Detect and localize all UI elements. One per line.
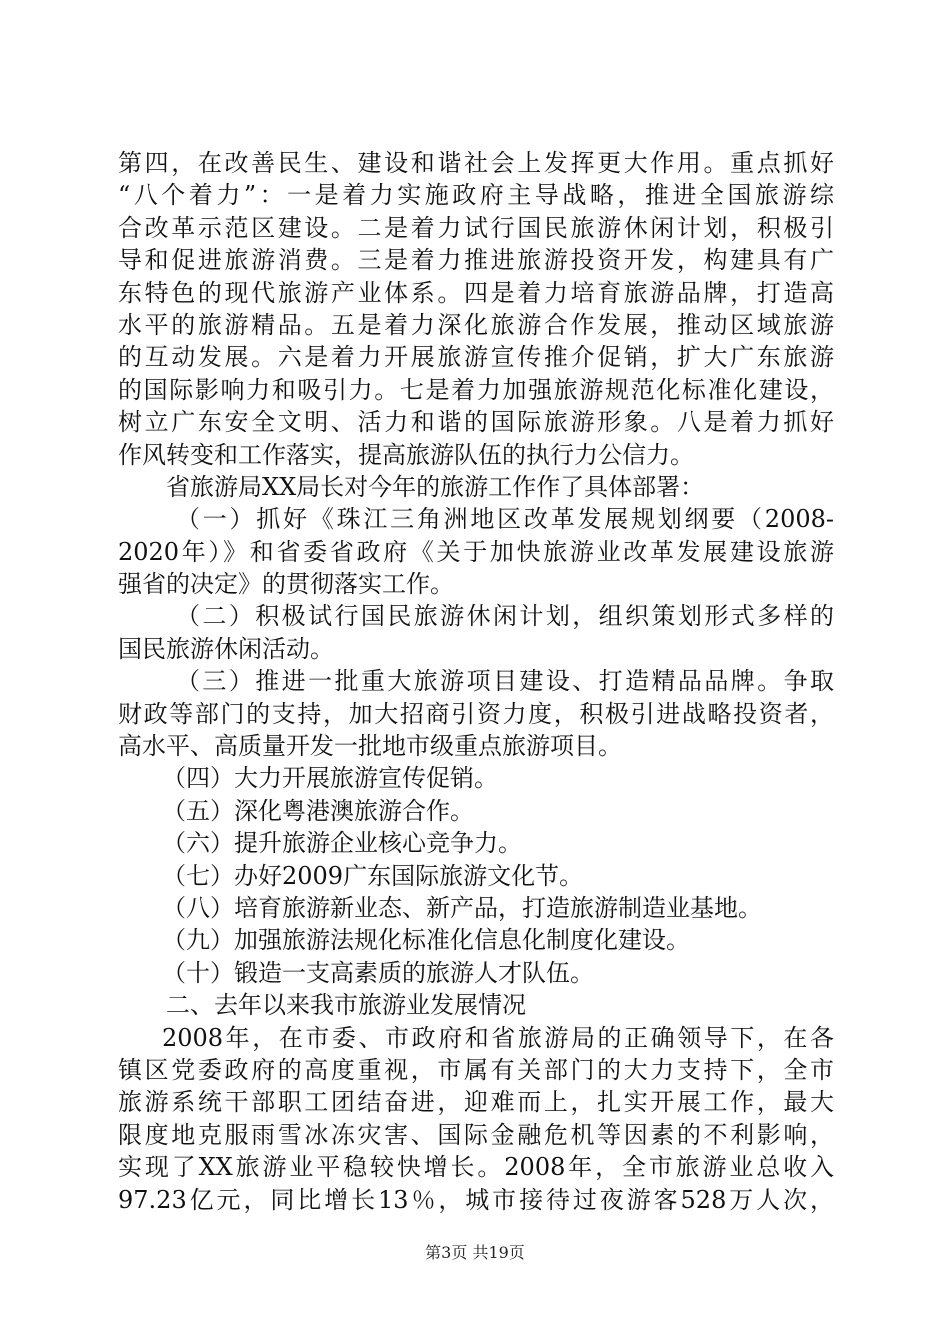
text-line: 高水平、高质量开发一批地市级重点旅游项目。 bbox=[118, 732, 622, 761]
body-text bbox=[118, 147, 834, 1216]
text-line: 旅游系统干部职工团结奋进，迎难而上，扎实开展工作，最大 bbox=[118, 1088, 834, 1117]
section-heading: 二、去年以来我市旅游业发展情况 bbox=[166, 991, 526, 1020]
text-line: 强省的决定》的贯彻落实工作。 bbox=[118, 570, 454, 599]
text-line: 东特色的现代旅游产业体系。四是着力培育旅游品牌，打造高 bbox=[118, 278, 834, 307]
text-line: 的互动发展。六是着力开展旅游宣传推介促销，扩大广东旅游 bbox=[118, 343, 834, 372]
text-line: （三）推进一批重大旅游项目建设、打造精品品牌。争取 bbox=[176, 667, 834, 696]
text-line: 的国际影响力和吸引力。七是着力加强旅游规范化标准化建设， bbox=[118, 375, 834, 404]
page-footer: 第3页 共19页 bbox=[425, 1243, 525, 1262]
text-line: 镇区党委政府的高度重视，市属有关部门的大力支持下，全市 bbox=[118, 1055, 834, 1084]
list-item: （七）办好2009广东国际旅游文化节。 bbox=[162, 861, 584, 890]
text-line: （一）抓好《珠江三角洲地区改革发展规划纲要（2008- bbox=[176, 505, 834, 534]
text-line: 合改革示范区建设。二是着力试行国民旅游休闲计划，积极引 bbox=[118, 213, 834, 242]
text-line: “八个着力”：一是着力实施政府主导战略，推进全国旅游综 bbox=[118, 181, 834, 210]
text-line: 97.23亿元，同比增长13％，城市接待过夜游客528万人次， bbox=[118, 1185, 834, 1214]
text-line: 实现了XX旅游业平稳较快增长。2008年，全市旅游业总收入 bbox=[118, 1153, 834, 1182]
text-line: 2008年，在市委、市政府和省旅游局的正确领导下，在各 bbox=[162, 1023, 834, 1052]
list-item: （十）锻造一支高素质的旅游人才队伍。 bbox=[162, 958, 594, 987]
list-item: （八）培育旅游新业态、新产品，打造旅游制造业基地。 bbox=[162, 893, 762, 922]
list-item: （六）提升旅游企业核心竞争力。 bbox=[162, 829, 522, 858]
text-line: （二）积极试行国民旅游休闲计划，组织策划形式多样的 bbox=[176, 602, 834, 631]
text-line: 财政等部门的支持，加大招商引资力度，积极引进战略投资者， bbox=[118, 699, 834, 728]
text-line: 导和促进旅游消费。三是着力推进旅游投资开发，构建具有广 bbox=[118, 246, 834, 275]
text-line: 国民旅游休闲活动。 bbox=[118, 634, 334, 663]
text-line: 省旅游局XX局长对今年的旅游工作作了具体部署： bbox=[166, 472, 705, 501]
list-item: （五）深化粤港澳旅游合作。 bbox=[162, 796, 474, 825]
text-line: 2020年）》和省委省政府《关于加快旅游业改革发展建设旅游 bbox=[118, 537, 834, 566]
list-item: （九）加强旅游法规化标准化信息化制度化建设。 bbox=[162, 926, 690, 955]
text-line: 树立广东安全文明、活力和谐的国际旅游形象。八是着力抓好 bbox=[118, 408, 834, 437]
text-line: 水平的旅游精品。五是着力深化旅游合作发展，推动区域旅游 bbox=[118, 310, 834, 339]
text-line: 限度地克服雨雪冰冻灾害、国际金融危机等因素的不利影响， bbox=[118, 1120, 834, 1149]
list-item: （四）大力开展旅游宣传促销。 bbox=[162, 764, 498, 793]
text-line: 第四，在改善民生、建设和谐社会上发挥更大作用。重点抓好 bbox=[118, 149, 834, 177]
text-line: 作风转变和工作落实，提高旅游队伍的执行力公信力。 bbox=[118, 440, 694, 469]
